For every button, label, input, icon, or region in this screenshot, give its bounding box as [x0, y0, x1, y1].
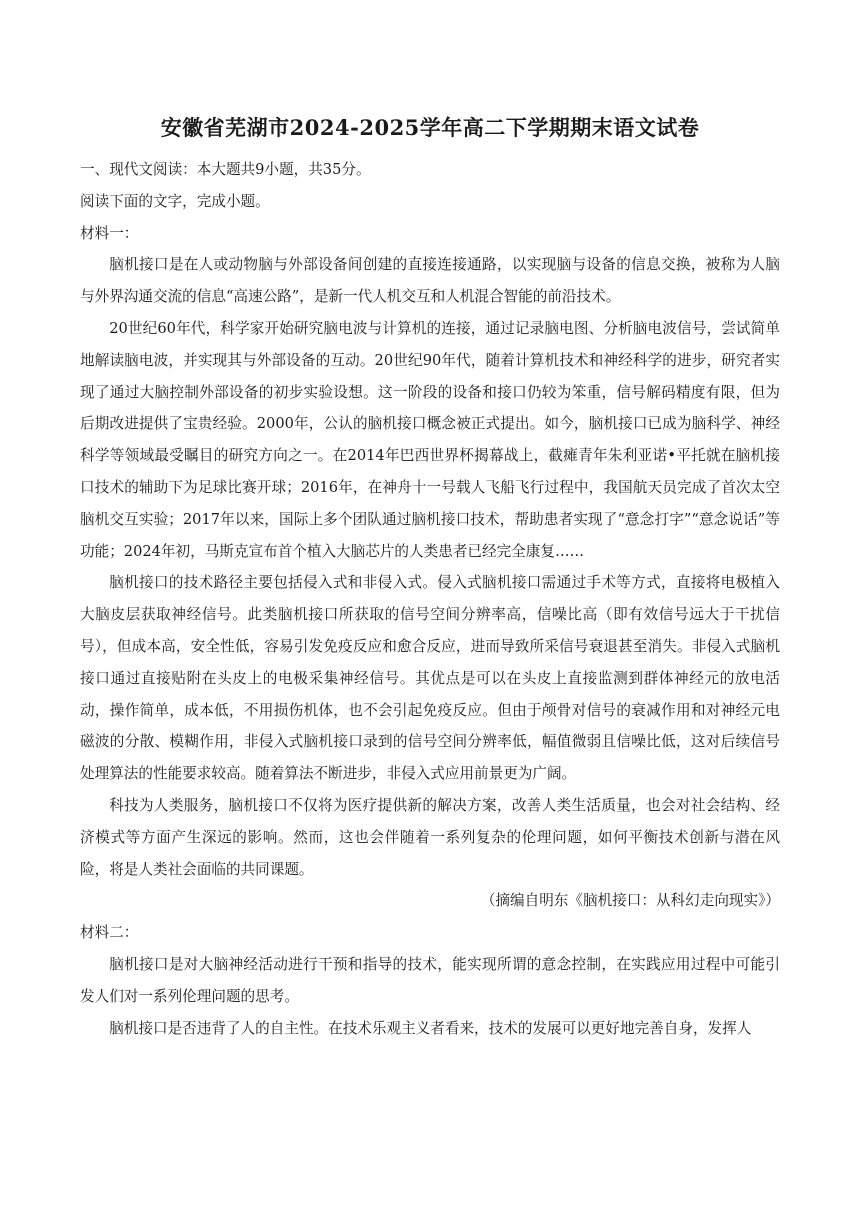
document-page: [80, 112, 780, 1044]
paragraph: 20世纪60年代，科学家开始研究脑电波与计算机的连接，通过记录脑电图、分析脑电波信号，尝试简单地解读脑电波，并实现其与外部设备的互动。20世纪90年代，随着计算机技术和神经科学的进步，研究者实现了通过大脑控制外部设备的初步实验设想。这一阶段的设备和接口仍较为笨重，信号解码精度有限，但为后期改进提供了宝贵经验。2000年，公认的脑机接口概念被正式提出。如今，脑机接口已成为脑科学、神经科学等领域最受瞩目的研究方向之一。在2014年巴西世界杯揭幕战上，截瘫青年朱利亚诺•平托就在脑机接口技术的辅助下为足球比赛开球；2016年，在神舟十一号载人飞船飞行过程中，我国航天员完成了首次太空脑机交互实验；2017年以来，国际上多个团队通过脑机接口技术，帮助患者实现了“意念打字”“意念说话”等功能；2024年初，马斯克宣布首个植入大脑芯片的人类患者已经完全康复……: [80, 319, 780, 560]
paragraph: 科技为人类服务，脑机接口不仅将为医疗提供新的解决方案，改善人类生活质量，也会对社会结构、经济模式等方面产生深远的影响。然而，这也会伴随着一系列复杂的伦理问题，如何平衡技术创新与潜在风险，将是人类社会面临的共同课题。: [80, 796, 780, 878]
paragraph: 脑机接口是在人或动物脑与外部设备间创建的直接连接通路，以实现脑与设备的信息交换，被称为人脑与外界沟通交流的信息“高速公路”，是新一代人机交互和人机混合智能的前沿技术。: [80, 256, 780, 306]
paragraph: 脑机接口是否违背了人的自主性。在技术乐观主义者看来，技术的发展可以更好地完善自身，发挥人: [109, 1019, 752, 1037]
source-citation: （摘编自明东《脑机接口：从科幻走向现实》）: [480, 892, 780, 910]
section-heading: 一、现代文阅读：本大题共9小题，共35分。: [80, 161, 371, 178]
material-label: 材料一：: [80, 224, 139, 242]
paragraph: 脑机接口的技术路径主要包括侵入式和非侵入式。侵入式脑机接口需通过手术等方式，直接将电极植入大脑皮层获取神经信号。此类脑机接口所获取的信号空间分辨率高，信噪比高（即有效信号远大于干扰信号），但成本高，安全性低，容易引发免疫反应和愈合反应，进而导致所采信号衰退甚至消失。非侵入式脑机接口通过直接贴附在头皮上的电极采集神经信号。其优点是可以在头皮上直接监测到群体神经元的放电活动，操作简单，成本低，不用损伤机体，也不会引起免疫反应。但由于颅骨对信号的衰减作用和对神经元电磁波的分散、模糊作用，非侵入式脑机接口录到的信号空间分辨率低，幅值微弱且信噪比低，这对后续信号处理算法的性能要求较高。随着算法不断进步，非侵入式应用前景更为广阔。: [80, 574, 780, 783]
instruction-text: 阅读下面的文字，完成小题。: [80, 192, 270, 210]
material-label: 材料二：: [80, 924, 139, 942]
paragraph: 脑机接口是对大脑神经活动进行干预和指导的技术，能实现所谓的意念控制，在实践应用过程中可能引发人们对一系列伦理问题的思考。: [80, 955, 780, 1005]
page-title: 安徽省芜湖市2024-2025学年高二下学期期末语文试卷: [160, 115, 700, 140]
